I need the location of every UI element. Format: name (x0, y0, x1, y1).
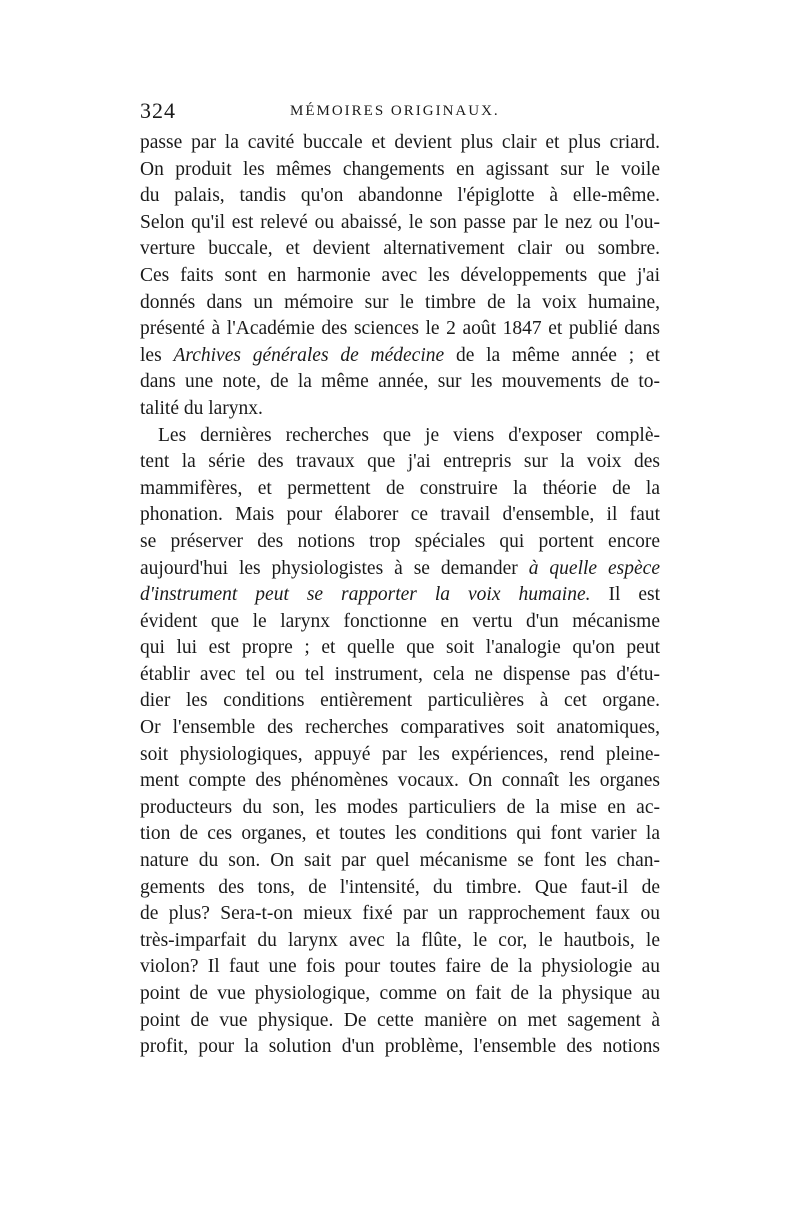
page-number: 324 (140, 98, 176, 123)
text-line: les Archives générales de médecine de la même année ; et (140, 344, 660, 366)
text-line: tion de ces organes, et toutes les conditions qui font varier la (140, 823, 660, 845)
text-line: aujourd'hui les physiologistes à se demander à quelle espèce (140, 557, 660, 579)
text-line: profit, pour la solution d'un problème, l'ensemble des notions (140, 1036, 660, 1058)
text-line: d'instrument peut se rapporter la voix humaine. Il est (140, 584, 660, 606)
text-line: gements des tons, de l'intensité, du timbre. Que faut-il de (140, 876, 660, 898)
italic-phrase: d'instrument peut se rapporter la voix humaine. (140, 584, 591, 606)
text-line: violon? Il faut une fois pour toutes faire de la physiologie au (140, 956, 660, 978)
text-line: dans une note, de la même année, sur les mouvements de to- (140, 371, 660, 393)
text-line: mammifères, et permettent de construire la théorie de la (140, 477, 660, 499)
text-line: établir avec tel ou tel instrument, cela ne dispense pas d'étu- (140, 663, 660, 685)
running-head: MÉMOIRES ORIGINAUX. (290, 103, 500, 119)
text-line: producteurs du son, les modes particuliers de la mise en ac- (140, 796, 660, 818)
text-line: Or l'ensemble des recherches comparatives soit anatomiques, (140, 717, 660, 739)
text-line: Selon qu'il est relevé ou abaissé, le son passe par le nez ou l'ou- (140, 211, 660, 233)
text-line: passe par la cavité buccale et devient plus clair et plus criard. (140, 132, 660, 153)
text-line: soit physiologiques, appuyé par les expériences, rend pleine- (140, 743, 660, 765)
text-line: se préserver des notions trop spéciales qui portent encore (140, 530, 660, 552)
italic-phrase: à quelle espèce (528, 557, 660, 579)
text-line: évident que le larynx fonctionne en vertu d'un mécanisme (140, 610, 660, 632)
text-line: On produit les mêmes changements en agissant sur le voile (140, 158, 660, 180)
body-text (140, 130, 660, 1061)
text-line: talité du larynx. (140, 397, 263, 419)
text-line: verture buccale, et devient alternativement clair ou sombre. (140, 238, 660, 260)
text-line: présenté à l'Académie des sciences le 2 août 1847 et publié dans (140, 318, 660, 340)
text-line: dier les conditions entièrement particulières à cet organe. (140, 690, 660, 712)
text-line: phonation. Mais pour élaborer ce travail d'ensemble, il faut (140, 504, 660, 526)
italic-title: Archives générales de médecine (173, 344, 445, 366)
text-line: Les dernières recherches que je viens d'exposer complè- (158, 424, 660, 446)
text-line: Ces faits sont en harmonie avec les développements que j'ai (140, 264, 660, 286)
text-line: de plus? Sera-t-on mieux fixé par un rapprochement faux ou (140, 903, 660, 925)
text-line: point de vue physiologique, comme on fait de la physique au (140, 983, 660, 1004)
text-line: nature du son. On sait par quel mécanisme se font les chan- (140, 850, 660, 872)
text-line: qui lui est propre ; et quelle que soit l'analogie qu'on peut (140, 637, 660, 659)
text-line: donnés dans un mémoire sur le timbre de la voix humaine, (140, 291, 660, 313)
text-line: tent la série des travaux que j'ai entrepris sur la voix des (140, 451, 660, 473)
text-line: point de vue physique. De cette manière on met sagement à (140, 1009, 660, 1031)
text-line: très-imparfait du larynx avec la flûte, le cor, le hautbois, le (140, 929, 660, 951)
page-header (140, 98, 660, 128)
text-line: ment compte des phénomènes vocaux. On connaît les organes (140, 770, 660, 792)
text-line: du palais, tandis qu'on abandonne l'épiglotte à elle-même. (140, 185, 660, 207)
